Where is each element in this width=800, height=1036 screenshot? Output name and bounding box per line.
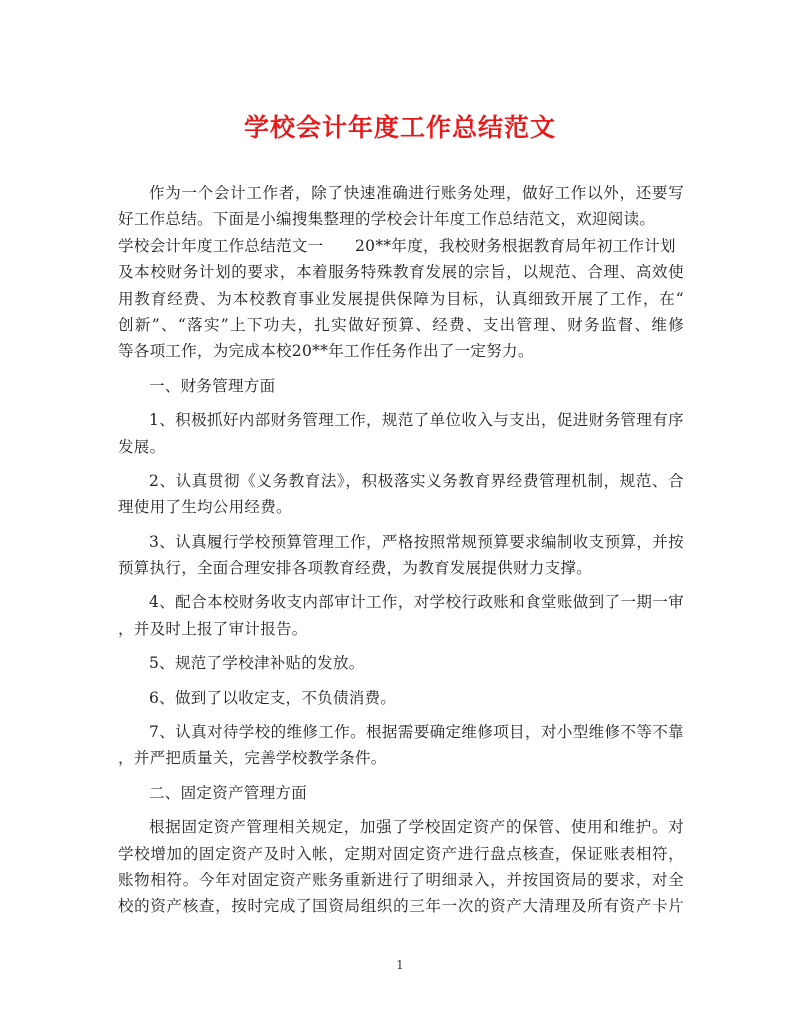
- paragraph-line: 及本校财务计划的要求，本着服务特殊教育发展的宗旨，以规范、合理、高效使: [118, 263, 684, 282]
- section-heading: 一、财务管理方面: [149, 376, 276, 395]
- page-number: 1: [396, 958, 404, 972]
- paragraph-line: 用教育经费、为本校教育事业发展提供保障为目标，认真细致开展了工作，在“: [118, 289, 684, 308]
- paragraph-line: 2、认真贯彻《义务教育法》，积极落实义务教育界经费管理机制，规范、合: [149, 471, 684, 490]
- section-heading: 二、固定资产管理方面: [149, 783, 308, 802]
- paragraph-line: ，并严把质量关，完善学校教学条件。: [118, 749, 387, 768]
- paragraph-line: 5、规范了学校津补贴的发放。: [149, 654, 365, 673]
- document-title: 学校会计年度工作总结范文: [243, 113, 556, 142]
- paragraph-line: 好工作总结。下面是小编搜集整理的学校会计年度工作总结范文，欢迎阅读。: [118, 210, 656, 229]
- paragraph-line: 等各项工作，为完成本校20**年工作任务作出了一定努力。: [118, 342, 534, 361]
- paragraph-line: 作为一个会计工作者，除了快速准确进行账务处理，做好工作以外，还要写: [149, 184, 684, 202]
- paragraph-line: 3、认真履行学校预算管理工作，严格按照常规预算要求编制收支预算，并按: [149, 532, 684, 551]
- paragraph-line: 预算执行，全面合理安排各项教育经费，为教育发展提供财力支撑。: [118, 559, 593, 578]
- paragraph-line: 4、配合本校财务收支内部审计工作，对学校行政账和食堂账做到了一期一审: [149, 593, 684, 612]
- paragraph-line: 7、认真对待学校的维修工作。根据需要确定维修项目，对小型维修不等不靠: [149, 723, 684, 742]
- paragraph-line: 学校增加的固定资产及时入帐，定期对固定资产进行盘点核查，保证账表相符，: [118, 844, 684, 863]
- document-body: [118, 180, 684, 920]
- paragraph-line: 发展。: [118, 437, 166, 456]
- paragraph-line: 学校会计年度工作总结范文一 20**年度，我校财务根据教育局年初工作计划: [118, 236, 676, 255]
- paragraph-line: 创新”、“落实”上下功夫，扎实做好预算、经费、支出管理、财务监督、维修: [118, 315, 684, 334]
- paragraph-line: 校的资产核查，按时完成了国资局组织的三年一次的资产大清理及所有资产卡片: [118, 897, 684, 916]
- paragraph-line: 理使用了生均公用经费。: [118, 498, 292, 517]
- paragraph-line: 6、做到了以收定支，不负债消费。: [149, 688, 397, 707]
- paragraph-line: 账物相符。今年对固定资产账务重新进行了明细录入，并按国资局的要求，对全: [118, 870, 684, 889]
- paragraph-line: ，并及时上报了审计报告。: [118, 619, 308, 638]
- paragraph-line: 1、积极抓好内部财务管理工作，规范了单位收入与支出，促进财务管理有序: [149, 411, 684, 430]
- paragraph-line: 根据固定资产管理相关规定，加强了学校固定资产的保管、使用和维护。对: [149, 818, 684, 837]
